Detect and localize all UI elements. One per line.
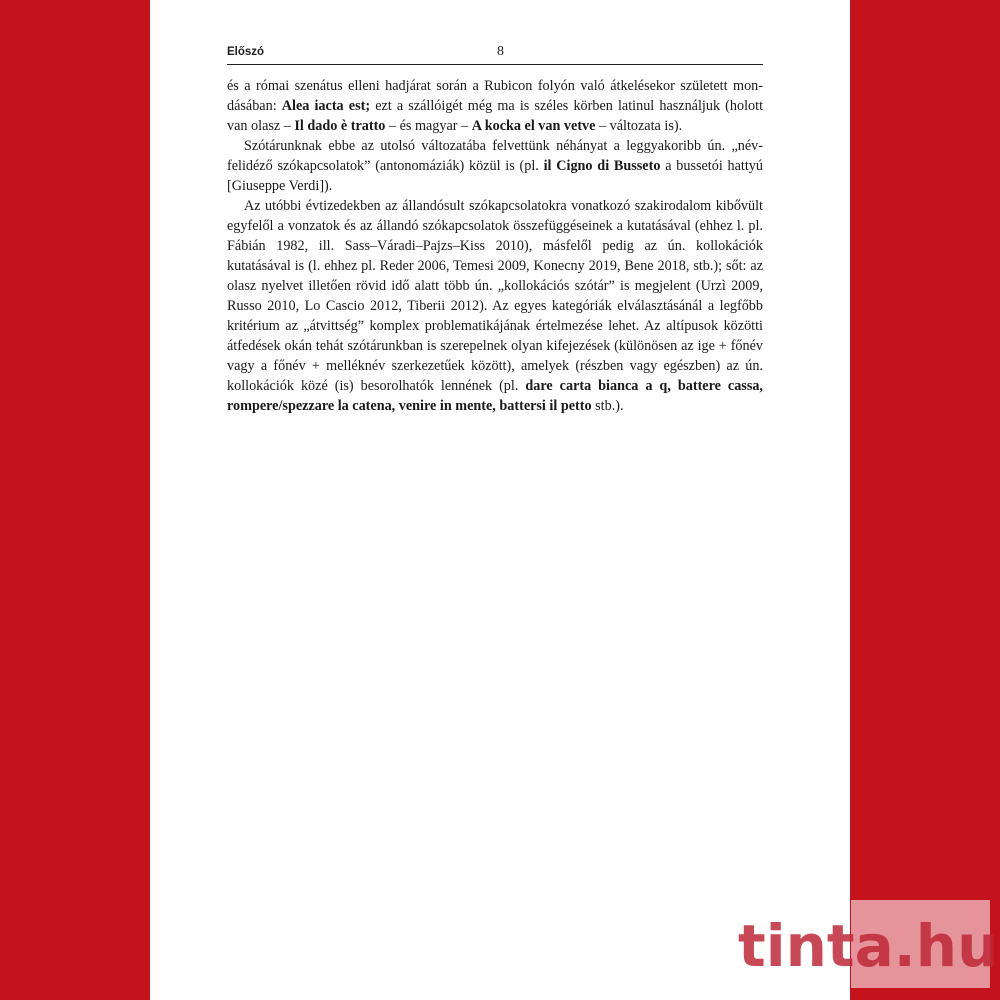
page-number: 8 bbox=[497, 44, 504, 59]
section-title: Előszó bbox=[227, 46, 265, 58]
text-run: és a római szenátus elleni hadjárat során a Rubicon folyón való átkelésekor született mondásában: bbox=[227, 78, 763, 114]
text-run: stb.). bbox=[591, 398, 624, 414]
bold-term: il Cigno di Busseto bbox=[543, 158, 661, 174]
text-run: Az utóbbi évtizedekben az állandósult szókapcsolatokra vonatkozó szakirodalom kibővült egyfelől a vonzatok és az állandó szókapcsolatok összefüggéseinek a kutatásával (ehhez l. pl. Fábián 1982, ill. Sass–Váradi–Pajzs–Kiss 2010), másfelől pedig az ún. kollokációk kutatásával is (l. ehhez pl. Reder 2006, Temesi 2009, Konecny 2019, Bene 2018, stb.); sőt: az olasz nyelvet illetően rövid idő alatt több ún. „kollokációs szótár” is megjelent (Urzì 2009, Russo 2010, Lo Cascio 2012, Tiberii 2012). Az egyes kategóriák elválasztásánál a legfőbb kritérium az „átvittség” komplex problematikájának értelmezése lehet. Az altípusok közötti átfedések okán tehát szótárunkban is szerepelnek olyan kifejezések (különösen az ige + főnév vagy a főnév + melléknév szerkezetűek között), amelyek (részben vagy egészben) az ún. kollokációk közé (is) besorolhatók lennének (pl. bbox=[227, 198, 763, 394]
book-page bbox=[150, 0, 850, 1000]
bold-term: A kocka el van vetve bbox=[471, 118, 596, 134]
paragraph-3 bbox=[227, 196, 763, 416]
bold-term: Il dado è tratto bbox=[294, 118, 386, 134]
bold-term: Alea iacta est; bbox=[281, 98, 371, 114]
text-run: Szótárunknak ebbe az utolsó változatába felvettünk néhányat a leggyakoribb ún. „névfelidéző szókapcsolatok” (antonomáziák) közül is (pl. bbox=[227, 138, 763, 174]
watermark-logo: tinta.hu bbox=[738, 912, 999, 980]
running-header bbox=[227, 44, 763, 65]
paragraph-2 bbox=[227, 136, 763, 196]
paragraph-1 bbox=[227, 76, 763, 136]
body-text bbox=[227, 76, 763, 416]
text-run: – változata is). bbox=[595, 118, 683, 134]
bold-term: dare carta bianca a q, battere cassa, rompere/spezzare la catena, venire in mente, battersi il petto bbox=[227, 378, 763, 414]
text-run: ezt a szállóigét még ma is széles körben latinul használjuk (holott van olasz – bbox=[227, 98, 764, 134]
text-run: a bussetói hattyú [Giuseppe Verdi]). bbox=[227, 158, 763, 194]
text-run: – és magyar – bbox=[385, 118, 472, 134]
